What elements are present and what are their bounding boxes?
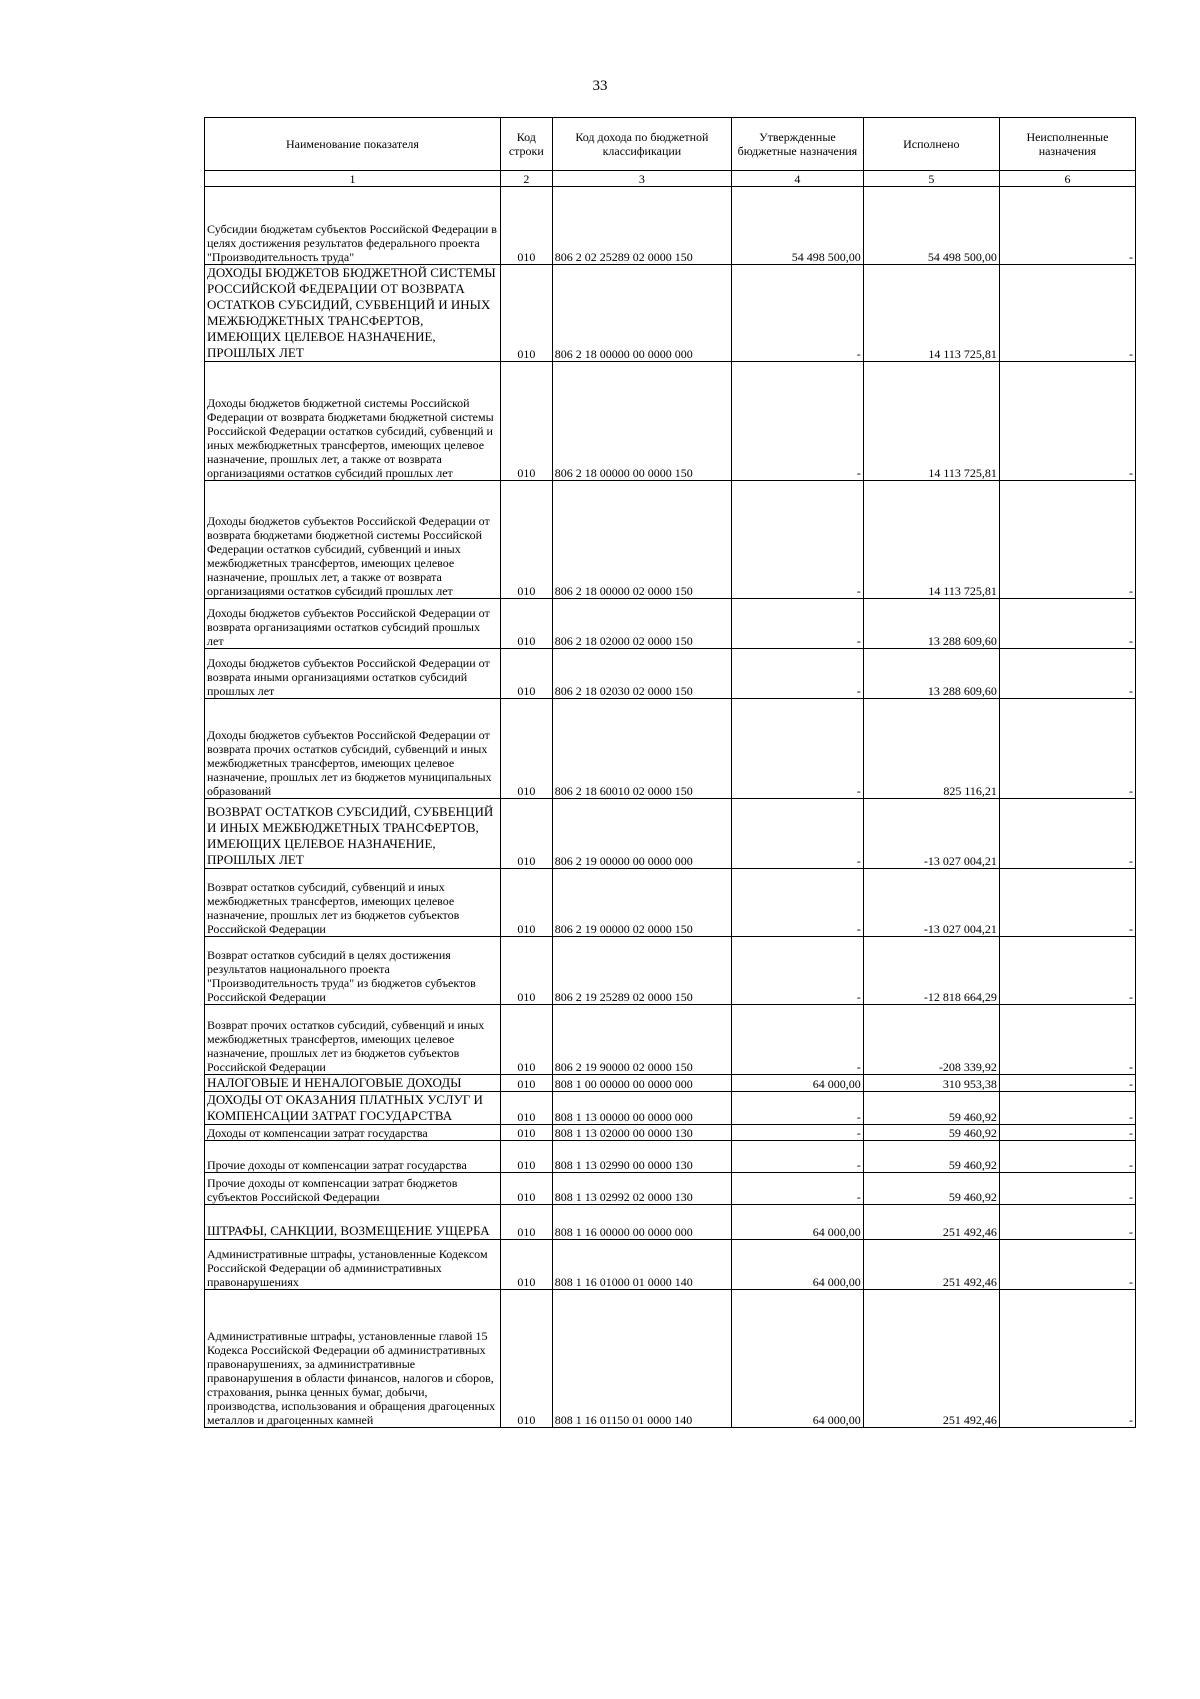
executed-amount-cell: 251 492,46 (863, 1290, 999, 1428)
executed-amount-cell: 13 288 609,60 (863, 599, 999, 649)
line-code-cell: 010 (500, 187, 552, 265)
unexecuted-amount-cell: - (999, 649, 1135, 699)
budget-code-cell: 806 2 18 02000 02 0000 150 (552, 599, 731, 649)
unexecuted-amount-cell: - (999, 265, 1135, 362)
indicator-name-cell: Возврат остатков субсидий в целях достижения результатов национального проекта "Производительность труда" из бюджетов субъектов Российской Федерации (205, 937, 501, 1005)
executed-amount-cell: 825 116,21 (863, 699, 999, 799)
indicator-name-cell: НАЛОГОВЫЕ И НЕНАЛОГОВЫЕ ДОХОДЫ (205, 1075, 501, 1092)
approved-amount-cell: 64 000,00 (732, 1240, 864, 1290)
executed-amount-cell: 251 492,46 (863, 1205, 999, 1240)
unexecuted-amount-cell: - (999, 869, 1135, 937)
header-approved: Утвержденные бюджетные назначения (732, 118, 864, 171)
indicator-name-cell: Возврат остатков субсидий, субвенций и иных межбюджетных трансфертов, имеющих целевое назначение, прошлых лет из бюджетов субъектов Российской Федерации (205, 869, 501, 937)
approved-amount-cell: - (732, 481, 864, 599)
table-row (205, 187, 1136, 265)
line-code-cell: 010 (500, 1290, 552, 1428)
column-number-row (205, 171, 1136, 187)
column-number: 3 (552, 171, 731, 187)
approved-amount-cell: 64 000,00 (732, 1075, 864, 1092)
executed-amount-cell: 59 460,92 (863, 1141, 999, 1173)
executed-amount-cell: -12 818 664,29 (863, 937, 999, 1005)
table-row (205, 1240, 1136, 1290)
budget-code-cell: 806 2 18 00000 00 0000 150 (552, 362, 731, 481)
approved-amount-cell: 54 498 500,00 (732, 187, 864, 265)
unexecuted-amount-cell: - (999, 362, 1135, 481)
indicator-name-cell: ДОХОДЫ БЮДЖЕТОВ БЮДЖЕТНОЙ СИСТЕМЫ РОССИЙСКОЙ ФЕДЕРАЦИИ ОТ ВОЗВРАТА ОСТАТКОВ СУБСИДИЙ, СУБВЕНЦИЙ И ИНЫХ МЕЖБЮДЖЕТНЫХ ТРАНСФЕРТОВ, ИМЕЮЩИХ ЦЕЛЕВОЕ НАЗНАЧЕНИЕ, ПРОШЛЫХ ЛЕТ (205, 265, 501, 362)
indicator-name-cell: Субсидии бюджетам субъектов Российской Федерации в целях достижения результатов федерального проекта "Производительность труда" (205, 187, 501, 265)
executed-amount-cell: -208 339,92 (863, 1005, 999, 1075)
line-code-cell: 010 (500, 649, 552, 699)
line-code-cell: 010 (500, 362, 552, 481)
approved-amount-cell: - (732, 799, 864, 869)
line-code-cell: 010 (500, 1005, 552, 1075)
table-row (205, 1290, 1136, 1428)
budget-code-cell: 806 2 18 02030 02 0000 150 (552, 649, 731, 699)
page-number: 33 (592, 78, 608, 94)
executed-amount-cell: 54 498 500,00 (863, 187, 999, 265)
executed-amount-cell: 251 492,46 (863, 1240, 999, 1290)
indicator-name-cell: Доходы бюджетов субъектов Российской Федерации от возврата прочих остатков субсидий, субвенций и иных межбюджетных трансфертов, имеющих целевое назначение, прошлых лет из бюджетов муниципальных образований (205, 699, 501, 799)
column-number: 1 (205, 171, 501, 187)
header-line-code: Код строки (500, 118, 552, 171)
line-code-cell: 010 (500, 599, 552, 649)
table-row (205, 699, 1136, 799)
line-code-cell: 010 (500, 1173, 552, 1205)
budget-code-cell: 808 1 16 01150 01 0000 140 (552, 1290, 731, 1428)
indicator-name-cell: Доходы от компенсации затрат государства (205, 1125, 501, 1141)
executed-amount-cell: -13 027 004,21 (863, 869, 999, 937)
indicator-name-cell: ВОЗВРАТ ОСТАТКОВ СУБСИДИЙ, СУБВЕНЦИЙ И ИНЫХ МЕЖБЮДЖЕТНЫХ ТРАНСФЕРТОВ, ИМЕЮЩИХ ЦЕЛЕВОЕ НАЗНАЧЕНИЕ, ПРОШЛЫХ ЛЕТ (205, 799, 501, 869)
table-row (205, 362, 1136, 481)
approved-amount-cell: - (732, 1125, 864, 1141)
budget-code-cell: 806 2 18 00000 00 0000 000 (552, 265, 731, 362)
unexecuted-amount-cell: - (999, 187, 1135, 265)
unexecuted-amount-cell: - (999, 1092, 1135, 1125)
table-row (205, 1092, 1136, 1125)
indicator-name-cell: Прочие доходы от компенсации затрат бюджетов субъектов Российской Федерации (205, 1173, 501, 1205)
column-number: 5 (863, 171, 999, 187)
budget-code-cell: 806 2 02 25289 02 0000 150 (552, 187, 731, 265)
budget-code-cell: 808 1 16 00000 00 0000 000 (552, 1205, 731, 1240)
unexecuted-amount-cell: - (999, 799, 1135, 869)
line-code-cell: 010 (500, 699, 552, 799)
approved-amount-cell: - (732, 265, 864, 362)
unexecuted-amount-cell: - (999, 1173, 1135, 1205)
approved-amount-cell: - (732, 1092, 864, 1125)
line-code-cell: 010 (500, 937, 552, 1005)
line-code-cell: 010 (500, 265, 552, 362)
approved-amount-cell: - (732, 1173, 864, 1205)
budget-code-cell: 808 1 13 02990 00 0000 130 (552, 1141, 731, 1173)
table-row (205, 265, 1136, 362)
table-row (205, 481, 1136, 599)
line-code-cell: 010 (500, 481, 552, 599)
unexecuted-amount-cell: - (999, 699, 1135, 799)
indicator-name-cell: Доходы бюджетов субъектов Российской Федерации от возврата иными организациями остатков субсидий прошлых лет (205, 649, 501, 699)
table-row (205, 1205, 1136, 1240)
budget-code-cell: 808 1 13 02992 02 0000 130 (552, 1173, 731, 1205)
indicator-name-cell: Возврат прочих остатков субсидий, субвенций и иных межбюджетных трансфертов, имеющих целевое назначение, прошлых лет из бюджетов субъектов Российской Федерации (205, 1005, 501, 1075)
budget-execution-table (204, 117, 1136, 1428)
table-row (205, 1125, 1136, 1141)
approved-amount-cell: - (732, 699, 864, 799)
executed-amount-cell: 59 460,92 (863, 1092, 999, 1125)
line-code-cell: 010 (500, 1092, 552, 1125)
budget-code-cell: 808 1 13 00000 00 0000 000 (552, 1092, 731, 1125)
approved-amount-cell: - (732, 1141, 864, 1173)
line-code-cell: 010 (500, 1075, 552, 1092)
approved-amount-cell: 64 000,00 (732, 1290, 864, 1428)
approved-amount-cell: - (732, 937, 864, 1005)
indicator-name-cell: Административные штрафы, установленные Кодексом Российской Федерации об административных правонарушениях (205, 1240, 501, 1290)
line-code-cell: 010 (500, 1141, 552, 1173)
indicator-name-cell: ДОХОДЫ ОТ ОКАЗАНИЯ ПЛАТНЫХ УСЛУГ И КОМПЕНСАЦИИ ЗАТРАТ ГОСУДАРСТВА (205, 1092, 501, 1125)
unexecuted-amount-cell: - (999, 1141, 1135, 1173)
budget-code-cell: 808 1 00 00000 00 0000 000 (552, 1075, 731, 1092)
line-code-cell: 010 (500, 1240, 552, 1290)
executed-amount-cell: 59 460,92 (863, 1125, 999, 1141)
executed-amount-cell: 59 460,92 (863, 1173, 999, 1205)
line-code-cell: 010 (500, 799, 552, 869)
unexecuted-amount-cell: - (999, 1005, 1135, 1075)
header-unexecuted: Неисполненные назначения (999, 118, 1135, 171)
executed-amount-cell: 14 113 725,81 (863, 265, 999, 362)
unexecuted-amount-cell: - (999, 1290, 1135, 1428)
column-number: 2 (500, 171, 552, 187)
approved-amount-cell: - (732, 599, 864, 649)
approved-amount-cell: - (732, 1005, 864, 1075)
indicator-name-cell: Доходы бюджетов бюджетной системы Российской Федерации от возврата бюджетами бюджетной системы Российской Федерации остатков субсидий, субвенций и иных межбюджетных трансфертов, имеющих целевое назначение, прошлых лет, а также от возврата организациями остатков субсидий прошлых лет (205, 362, 501, 481)
header-executed: Исполнено (863, 118, 999, 171)
indicator-name-cell: Доходы бюджетов субъектов Российской Федерации от возврата организациями остатков субсидий прошлых лет (205, 599, 501, 649)
budget-code-cell: 806 2 19 00000 02 0000 150 (552, 869, 731, 937)
table-row (205, 1173, 1136, 1205)
indicator-name-cell: ШТРАФЫ, САНКЦИИ, ВОЗМЕЩЕНИЕ УЩЕРБА (205, 1205, 501, 1240)
line-code-cell: 010 (500, 869, 552, 937)
budget-code-cell: 806 2 18 60010 02 0000 150 (552, 699, 731, 799)
unexecuted-amount-cell: - (999, 1075, 1135, 1092)
unexecuted-amount-cell: - (999, 599, 1135, 649)
budget-code-cell: 806 2 18 00000 02 0000 150 (552, 481, 731, 599)
executed-amount-cell: 14 113 725,81 (863, 481, 999, 599)
table-row (205, 649, 1136, 699)
header-indicator-name: Наименование показателя (205, 118, 501, 171)
budget-code-cell: 808 1 16 01000 01 0000 140 (552, 1240, 731, 1290)
unexecuted-amount-cell: - (999, 1205, 1135, 1240)
executed-amount-cell: -13 027 004,21 (863, 799, 999, 869)
approved-amount-cell: - (732, 362, 864, 481)
header-budget-code: Код дохода по бюджетной классификации (552, 118, 731, 171)
budget-code-cell: 808 1 13 02000 00 0000 130 (552, 1125, 731, 1141)
table-row (205, 599, 1136, 649)
line-code-cell: 010 (500, 1205, 552, 1240)
indicator-name-cell: Прочие доходы от компенсации затрат государства (205, 1141, 501, 1173)
table-row (205, 1141, 1136, 1173)
indicator-name-cell: Доходы бюджетов субъектов Российской Федерации от возврата бюджетами бюджетной системы Российской Федерации остатков субсидий, субвенций и иных межбюджетных трансфертов, имеющих целевое назначение, прошлых лет, а также от возврата организациями остатков субсидий прошлых лет (205, 481, 501, 599)
executed-amount-cell: 14 113 725,81 (863, 362, 999, 481)
header-row (205, 118, 1136, 171)
unexecuted-amount-cell: - (999, 1125, 1135, 1141)
indicator-name-cell: Административные штрафы, установленные главой 15 Кодекса Российской Федерации об административных правонарушениях, за административные правонарушения в области финансов, налогов и сборов, страхования, рынка ценных бумаг, добычи, производства, использования и обращения драгоценных металлов и драгоценных камней (205, 1290, 501, 1428)
executed-amount-cell: 310 953,38 (863, 1075, 999, 1092)
table-row (205, 869, 1136, 937)
budget-code-cell: 806 2 19 90000 02 0000 150 (552, 1005, 731, 1075)
budget-code-cell: 806 2 19 00000 00 0000 000 (552, 799, 731, 869)
unexecuted-amount-cell: - (999, 1240, 1135, 1290)
executed-amount-cell: 13 288 609,60 (863, 649, 999, 699)
table-row (205, 1075, 1136, 1092)
approved-amount-cell: 64 000,00 (732, 1205, 864, 1240)
approved-amount-cell: - (732, 869, 864, 937)
table-row (205, 799, 1136, 869)
unexecuted-amount-cell: - (999, 937, 1135, 1005)
column-number: 4 (732, 171, 864, 187)
table-row (205, 1005, 1136, 1075)
line-code-cell: 010 (500, 1125, 552, 1141)
approved-amount-cell: - (732, 649, 864, 699)
unexecuted-amount-cell: - (999, 481, 1135, 599)
budget-code-cell: 806 2 19 25289 02 0000 150 (552, 937, 731, 1005)
table-row (205, 937, 1136, 1005)
column-number: 6 (999, 171, 1135, 187)
